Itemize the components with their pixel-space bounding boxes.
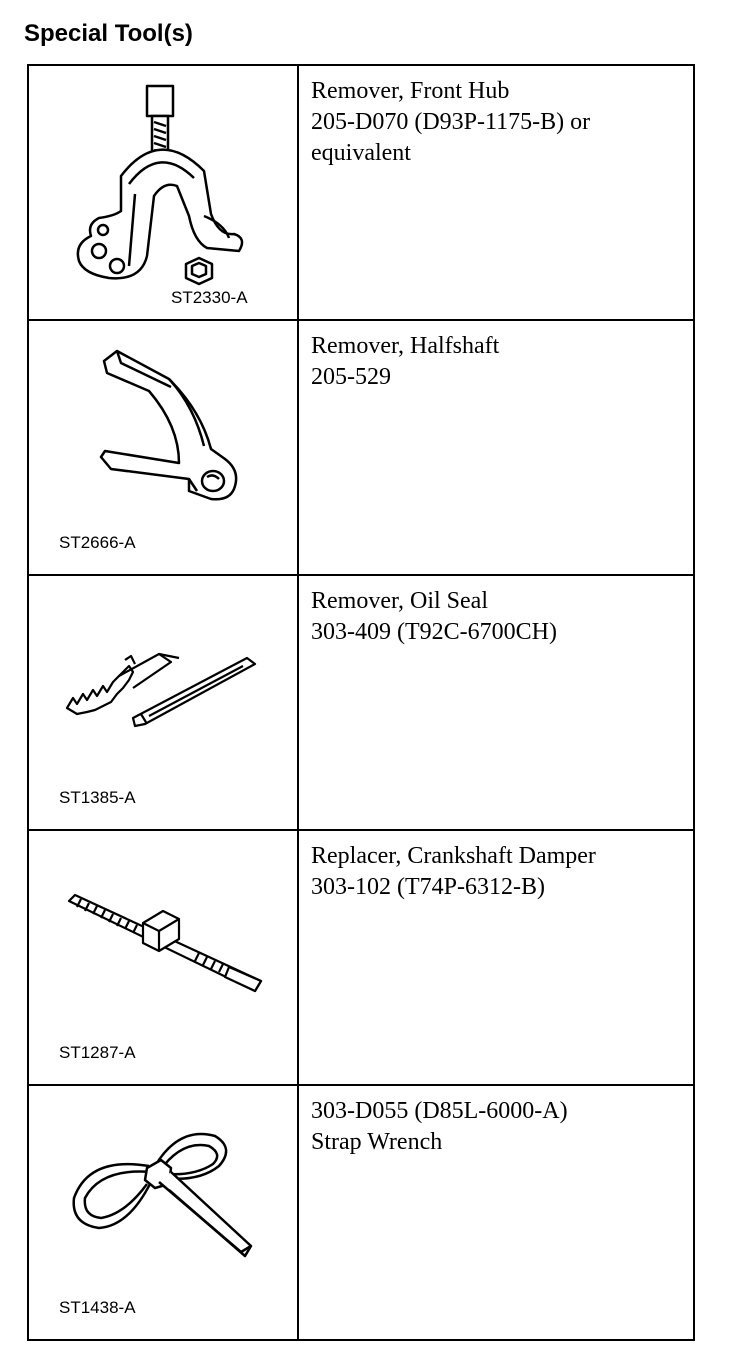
tool-description-cell xyxy=(298,320,694,575)
page-title: Special Tool(s) xyxy=(24,20,193,47)
table-row xyxy=(28,320,694,575)
table-row xyxy=(28,575,694,830)
tool-description-cell xyxy=(298,830,694,1085)
tool-part-number: 205-D070 (D93P-1175-B) or xyxy=(311,109,591,135)
table-row xyxy=(28,1085,694,1340)
tool-description-cell xyxy=(298,575,694,830)
tool-code: ST2666-A xyxy=(59,533,136,552)
tool-part-number: 303-409 (T92C-6700CH) xyxy=(311,619,557,645)
tool-image-cell xyxy=(28,830,298,1085)
tool-name: Remover, Front Hub xyxy=(311,78,510,104)
tool-image-cell xyxy=(28,575,298,830)
tool-code: ST1287-A xyxy=(59,1043,136,1062)
tool-note: equivalent xyxy=(311,140,411,166)
tool-part-number: 205-529 xyxy=(311,364,391,390)
tool-part-number: 303-D055 (D85L-6000-A) xyxy=(311,1098,568,1124)
table-row xyxy=(28,830,694,1085)
tool-description-cell xyxy=(298,65,694,320)
tool-name: Remover, Halfshaft xyxy=(311,333,500,359)
special-tools-table xyxy=(27,64,695,1341)
tool-description-cell xyxy=(298,1085,694,1340)
table-row xyxy=(28,65,694,320)
tool-image-cell xyxy=(28,65,298,320)
tool-code: ST1385-A xyxy=(59,788,136,807)
tool-name: Strap Wrench xyxy=(311,1129,443,1155)
tool-image-cell xyxy=(28,320,298,575)
tool-image-cell xyxy=(28,1085,298,1340)
tool-part-number: 303-102 (T74P-6312-B) xyxy=(311,874,545,900)
hub-puller-illustration xyxy=(29,66,297,321)
tool-name: Remover, Oil Seal xyxy=(311,588,488,614)
tool-code: ST1438-A xyxy=(59,1298,136,1317)
tool-code: ST2330-A xyxy=(171,288,248,307)
tool-name: Replacer, Crankshaft Damper xyxy=(311,843,596,869)
